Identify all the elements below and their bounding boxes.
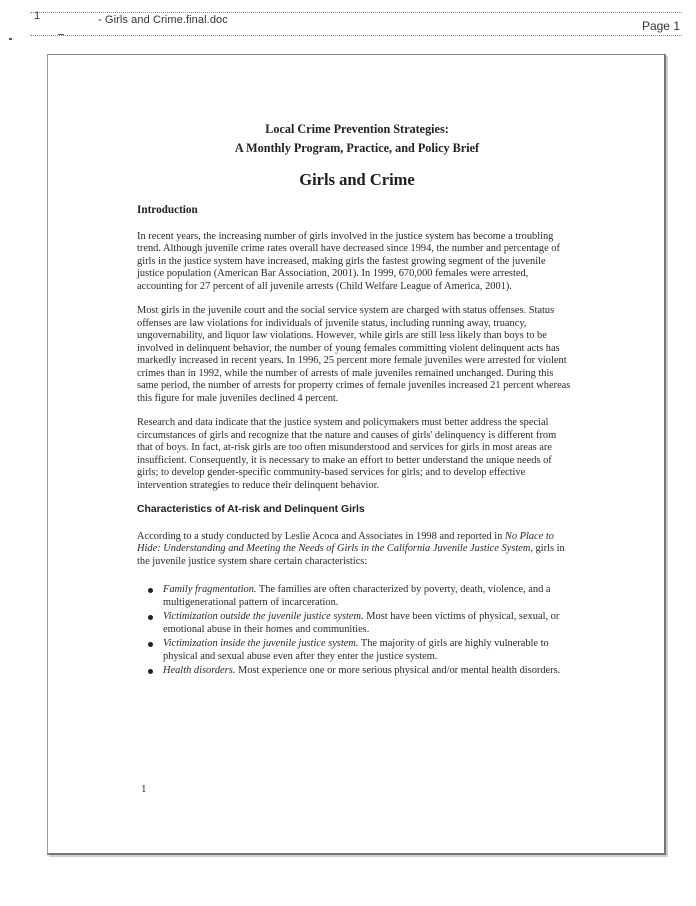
list-item-term: Victimization inside the juvenile justice system. — [163, 638, 359, 649]
paragraph: In recent years, the increasing number of girls involved in the justice system has become a troubling trend. Although juvenile crime rates overall have decreased since 1994, the number and percentage of girls in the justice system have increased, making girls the fastest growing segment of the juvenile justice population (American Bar Association, 2001). In 1999, 670,000 females were arrested, accounting for 27 percent of all juvenile arrests (Child Welfare League of America, 2001). — [137, 230, 560, 292]
list-item-text: Most experience one or more serious physical and/or mental health disorders. — [235, 665, 561, 676]
list-item — [163, 611, 573, 636]
fax-page-label: Page 1 — [641, 19, 680, 33]
list-item-term: Victimization outside the juvenile justice system. — [163, 611, 364, 622]
fax-marker: 1 — [34, 10, 41, 22]
list-item-text: The families are often characterized by poverty, death, violence, and a multigenerational pattern of incarceration. — [163, 584, 551, 608]
list-item-term: Family fragmentation. — [163, 584, 257, 595]
characteristics-list — [137, 584, 573, 678]
list-item-text: Most have been victims of physical, sexual, or emotional abuse in their homes and communities. — [163, 611, 560, 635]
report-title: No Place to Hide: Understanding and Meeting the Needs of Girls in the California Juvenile Justice System — [137, 530, 554, 554]
list-item-text: The majority of girls are highly vulnerable to physical and sexual abuse even after they enter the justice system. — [163, 638, 549, 662]
document-body — [137, 118, 573, 680]
paragraph: Most girls in the juvenile court and the social service system are charged with status offenses. Status offenses are law violations for individuals of juvenile status, including running away, truancy, ungovernability, and liquor law violations. However, while girls are still less likely than boys to be involved in delinquent behavior, the number of young females committing violent delinquent acts has markedly increased in recent years. In 1996, 25 percent more female juveniles were arrested for violent crimes than in 1992, while the number of arrests of male juveniles remained unchanged. During this same period, the number of arrests for property crimes of female juveniles increased 21 percent whereas this figure for male juveniles declined 4 percent. — [137, 305, 571, 404]
list-item — [163, 665, 573, 678]
page-number: 1 — [141, 783, 147, 795]
intro-text: , girls in the juvenile justice system share certain characteristics: — [137, 543, 565, 567]
characteristics-intro — [137, 531, 573, 569]
section-heading-introduction: Introduction — [137, 204, 198, 216]
document-title: Girls and Crime — [299, 170, 415, 189]
list-item — [163, 584, 573, 609]
fax-document-name: - Girls and Crime.final.doc — [98, 14, 228, 26]
section-heading-characteristics: Characteristics of At-risk and Delinquent Girls — [137, 504, 365, 515]
scan-speck — [58, 34, 64, 35]
scan-speck — [9, 38, 12, 40]
list-item — [163, 638, 573, 663]
brief-heading-line1: Local Crime Prevention Strategies: — [265, 122, 449, 136]
intro-text: According to a study conducted by Leslie Acoca and Associates in 1998 and reported in — [137, 530, 505, 542]
list-item-term: Health disorders. — [163, 665, 236, 676]
paragraph: Research and data indicate that the justice system and policymakers must better address the special circumstances of girls and recognize that the nature and causes of girls' delinquency is different from that of boys. In fact, at-risk girls are too often misunderstood and services for girls in most areas are insufficient. Consequently, it is necessary to make an effort to better understand the unique needs of girls; to develop gender-specific community-based services for girls; and to develop effective intervention strategies to reduce their delinquent behavior. — [137, 417, 557, 491]
brief-heading-line2: A Monthly Program, Practice, and Policy Brief — [234, 141, 480, 155]
fax-header — [0, 0, 696, 40]
